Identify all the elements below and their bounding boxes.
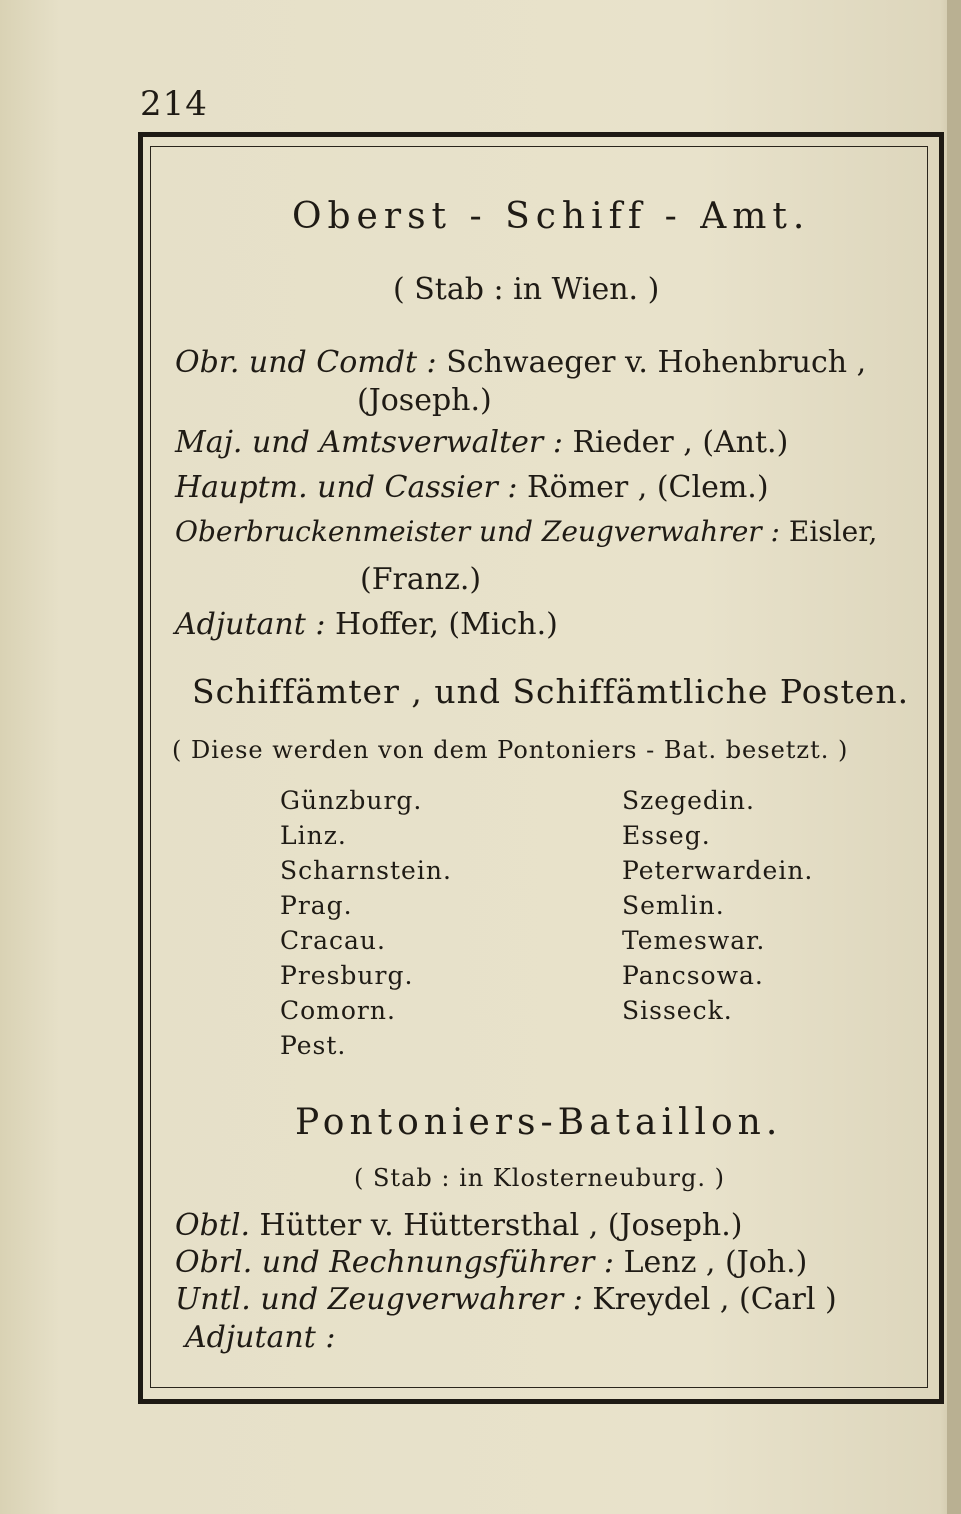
place-item: Peterwardein. <box>622 856 814 885</box>
entry-name: Hoffer, (Mich.) <box>335 607 558 642</box>
entry-name: Lenz , (Joh.) <box>623 1245 808 1280</box>
place-item: Günzburg. <box>280 786 423 815</box>
entry-commandant-firstname: (Joseph.) <box>357 383 492 418</box>
place-item: Esseg. <box>622 821 711 850</box>
entry-role: Oberbruckenmeister und Zeugverwahrer : <box>175 515 780 548</box>
entry-role: Hauptm. und Cassier : <box>175 470 518 505</box>
entry-name: Eisler, <box>788 515 878 548</box>
entry-name: Römer , (Clem.) <box>527 470 769 505</box>
place-item: Pest. <box>280 1031 347 1060</box>
section-title-schiffamt: Oberst - Schiff - Amt. <box>292 196 811 237</box>
place-item: Pancsowa. <box>622 961 764 990</box>
entry-role: Untl. und Zeugverwahrer : <box>175 1282 583 1317</box>
border-frame <box>138 132 944 1404</box>
place-item: Cracau. <box>280 926 386 955</box>
place-item: Prag. <box>280 891 353 920</box>
section-note-pontoniers: ( Diese werden von dem Pontoniers - Bat. besetzt. ) <box>172 736 849 764</box>
place-item: Temeswar. <box>622 926 766 955</box>
place-item: Szegedin. <box>622 786 755 815</box>
place-item: Presburg. <box>280 961 414 990</box>
section-title-schiffaemter: Schiffämter , und Schiffämtliche Posten. <box>192 672 910 711</box>
entry-role: Adjutant : <box>185 1320 336 1355</box>
page-number: 214 <box>140 84 208 124</box>
section-staff-klosterneuburg: ( Stab : in Klosterneuburg. ) <box>354 1164 725 1192</box>
entry-name: Rieder , (Ant.) <box>572 425 789 460</box>
entry-name: Schwaeger v. Hohenbruch , <box>446 345 867 380</box>
place-item: Semlin. <box>622 891 725 920</box>
entry-role: Adjutant : <box>175 607 326 642</box>
place-item: Scharnstein. <box>280 856 452 885</box>
page-edge <box>947 0 961 1514</box>
entry-role: Obtl. <box>175 1208 250 1243</box>
entry-name: Hütter v. Hüttersthal , (Joseph.) <box>259 1208 743 1243</box>
place-item: Comorn. <box>280 996 396 1025</box>
section-title-pontoniers: Pontoniers-Bataillon. <box>295 1102 783 1143</box>
entry-bridgemaster-firstname: (Franz.) <box>360 562 482 597</box>
entry-role: Obrl. und Rechnungsführer : <box>175 1245 615 1280</box>
section-staff-wien: ( Stab : in Wien. ) <box>393 272 660 307</box>
entry-role: Obr. und Comdt : <box>175 345 437 380</box>
place-item: Sisseck. <box>622 996 733 1025</box>
place-item: Linz. <box>280 821 347 850</box>
entry-name: Kreydel , (Carl ) <box>592 1282 837 1317</box>
entry-role: Maj. und Amtsverwalter : <box>175 425 563 460</box>
